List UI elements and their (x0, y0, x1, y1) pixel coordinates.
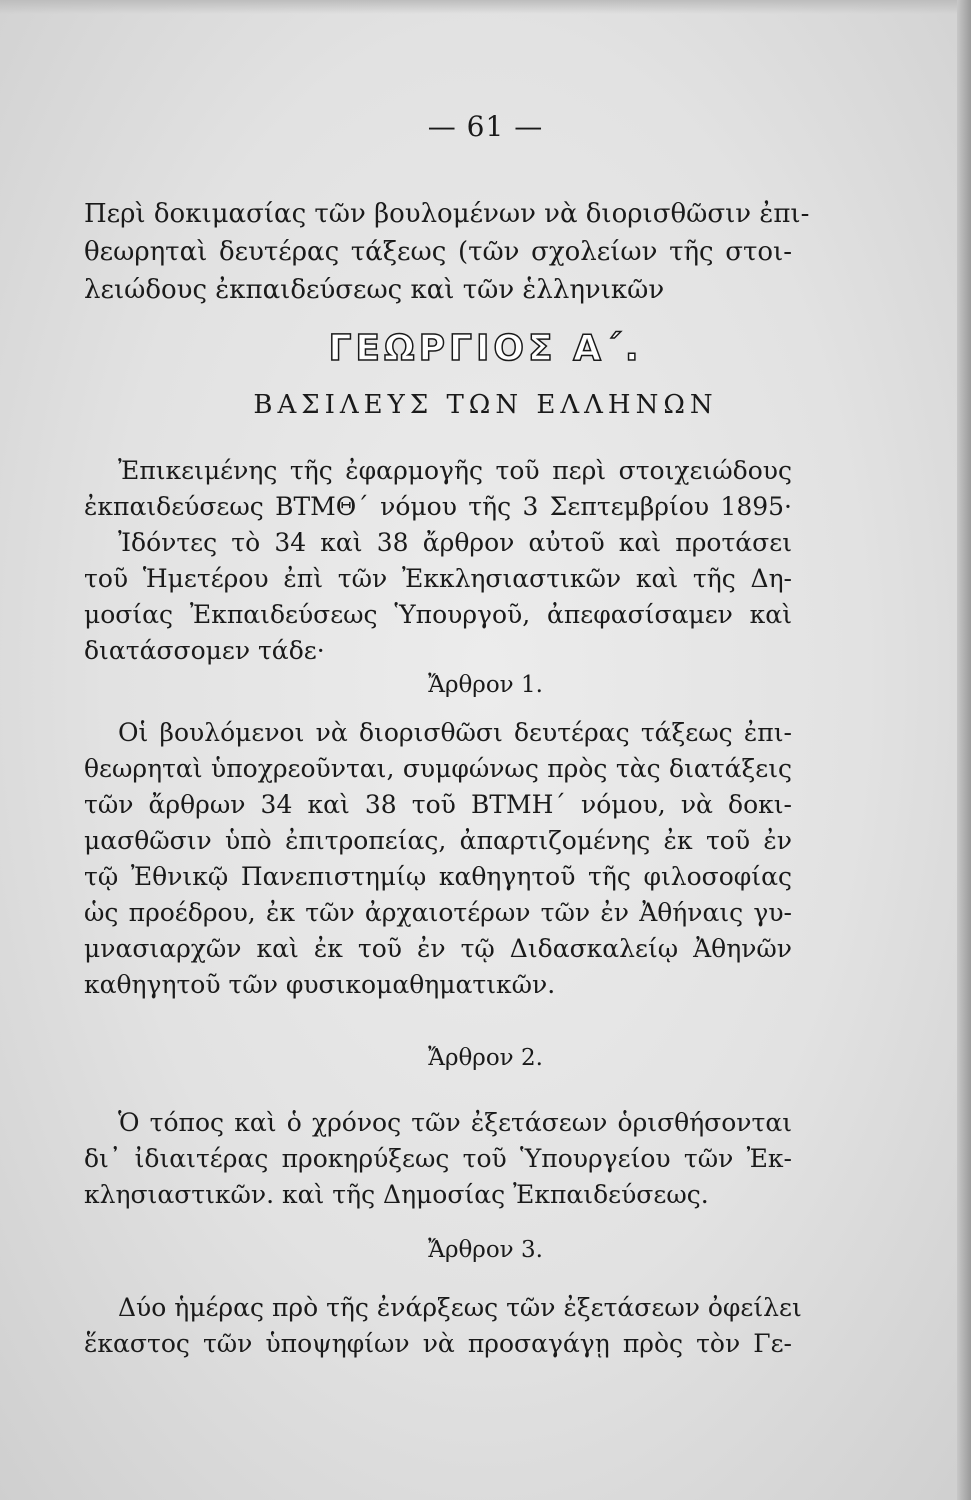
article-line: Ὁ τόπος καὶ ὁ χρόνος τῶν ἐξετάσεων ὁρισθήσονται (118, 1108, 792, 1137)
article-2-body (84, 1105, 792, 1213)
preamble-line: Ἐπικειμένης τῆς ἐφαρμογῆς τοῦ περὶ στοιχειώδους (118, 456, 792, 485)
article-line: μασθῶσιν ὑπὸ ἐπιτροπείας, ἀπαρτιζομένης ἐκ τοῦ ἐν (84, 826, 792, 855)
article-line: μνασιαρχῶν καὶ ἐκ τοῦ ἐν τῷ Διδασκαλείῳ Ἀθηνῶν (84, 934, 792, 963)
article-line: δι᾽ ἰδιαιτέρας προκηρύξεως τοῦ Ὑπουργείου τῶν Ἐκ- (84, 1144, 792, 1173)
article-1-body (84, 715, 792, 1003)
preamble-line: τοῦ Ἡμετέρου ἐπὶ τῶν Ἐκκλησιαστικῶν καὶ τῆς Δη- (84, 564, 792, 593)
title-line: θεωρηταὶ δευτέρας τάξεως (τῶν σχολείων τῆς στοι- (84, 237, 792, 267)
article-1-heading: Ἄρθρον 1. (428, 672, 543, 698)
preamble-line: ἐκπαιδεύσεως ΒΤΜΘ΄ νόμου τῆς 3 Σεπτεμβρίου 1895· (84, 492, 792, 521)
king-title-heading: ΒΑΣΙΛΕΥΣ ΤΩΝ ΕΛΛΗΝΩΝ (253, 390, 718, 420)
king-name-heading: ΓΕΩΡΓΙΟΣ Α΄. (328, 328, 643, 369)
article-line: καθηγητοῦ τῶν φυσικομαθηματικῶν. (84, 970, 556, 999)
article-line: Οἱ βουλόμενοι νὰ διορισθῶσι δευτέρας τάξεως ἐπι- (118, 718, 792, 747)
article-line: ἕκαστος τῶν ὑποψηφίων νὰ προσαγάγῃ πρὸς τὸν Γε- (84, 1329, 792, 1358)
article-line: ὡς προέδρου, ἐκ τῶν ἀρχαιοτέρων τῶν ἐν Ἀθήναις γυ- (84, 898, 792, 927)
article-3-body (84, 1290, 802, 1362)
preamble-line: Ἰδόντες τὸ 34 καὶ 38 ἄρθρον αὐτοῦ καὶ προτάσει (118, 528, 792, 557)
article-line: τῶν ἄρθρων 34 καὶ 38 τοῦ ΒΤΜΗ΄ νόμου, νὰ δοκι- (84, 790, 792, 819)
title-line: λειώδους ἐκπαιδεύσεως καὶ τῶν ἑλληνικῶν (84, 275, 665, 305)
article-line: Δύο ἡμέρας πρὸ τῆς ἐνάρξεως τῶν ἐξετάσεων ὀφείλει (118, 1293, 802, 1322)
page-binding-edge (957, 0, 971, 1500)
page-top-shadow (0, 0, 971, 14)
preamble-paragraph (84, 453, 792, 669)
article-line: τῷ Ἐθνικῷ Πανεπιστημίῳ καθηγητοῦ τῆς φιλοσοφίας (84, 862, 792, 891)
article-line: θεωρηταὶ ὑποχρεοῦνται, συμφώνως πρὸς τὰς διατάξεις (84, 754, 792, 783)
article-line: κλησιαστικῶν. καὶ τῆς Δημοσίας Ἐκπαιδεύσεως. (84, 1180, 709, 1209)
preamble-line: διατάσσομεν τάδε· (84, 636, 325, 665)
page-number: — 61 — (427, 110, 544, 143)
preamble-line: μοσίας Ἐκπαιδεύσεως Ὑπουργοῦ, ἀπεφασίσαμεν καὶ (84, 600, 792, 629)
decree-title (84, 195, 810, 309)
title-line: Περὶ δοκιμασίας τῶν βουλομένων νὰ διορισθῶσιν ἐπι- (84, 199, 810, 229)
article-2-heading: Ἄρθρον 2. (428, 1045, 543, 1071)
article-3-heading: Ἄρθρον 3. (428, 1237, 543, 1263)
